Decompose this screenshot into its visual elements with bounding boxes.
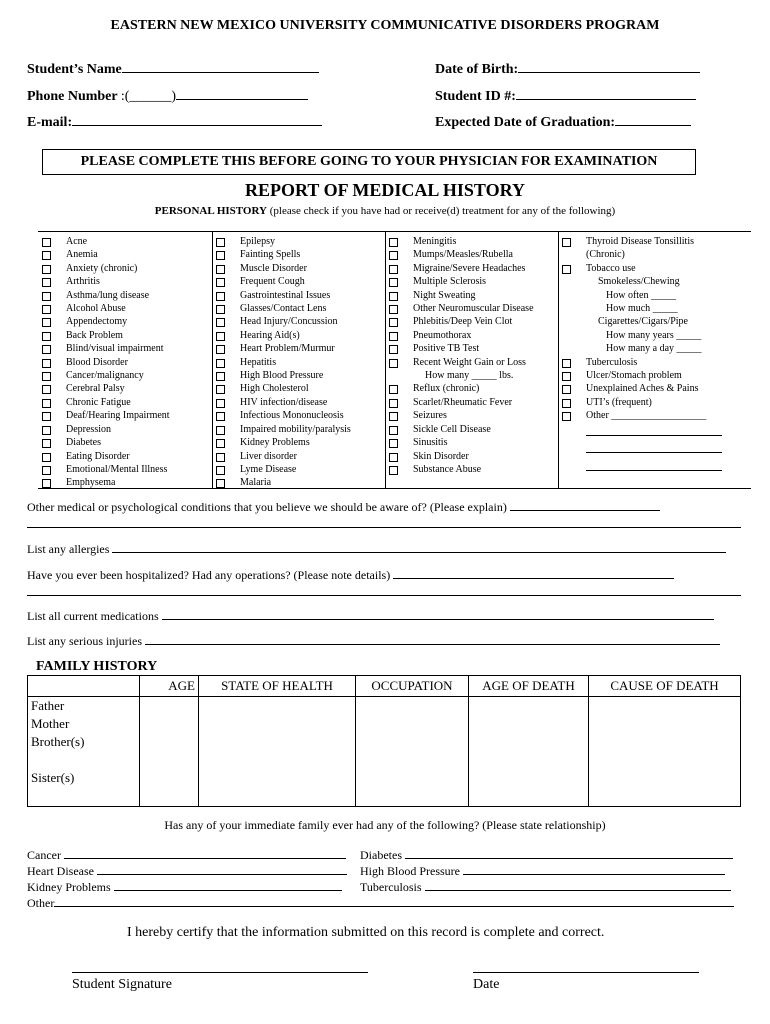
- condition-item[interactable]: [212, 369, 351, 382]
- checkbox[interactable]: [216, 305, 225, 314]
- condition-label: Positive TB Test: [413, 343, 480, 355]
- condition-item[interactable]: [385, 329, 534, 342]
- checkbox[interactable]: [42, 466, 51, 475]
- condition-label: Diabetes: [66, 437, 101, 449]
- condition-item[interactable]: [38, 275, 170, 288]
- checkbox[interactable]: [42, 345, 51, 354]
- condition-label: Anxiety (chronic): [66, 262, 138, 274]
- condition-label: High Blood Pressure: [240, 370, 324, 382]
- state-of-health-cell[interactable]: [199, 697, 356, 807]
- checkbox[interactable]: [216, 412, 225, 421]
- condition-label: High Cholesterol: [240, 383, 309, 395]
- condition-item[interactable]: [385, 409, 534, 422]
- condition-label: Substance Abuse: [413, 463, 482, 475]
- condition-label: Deaf/Hearing Impairment: [66, 410, 170, 422]
- condition-label: Lyme Disease: [240, 463, 297, 475]
- condition-item[interactable]: [38, 476, 170, 489]
- condition-label: Thyroid Disease Tonsillitis: [586, 236, 694, 247]
- checkbox[interactable]: [389, 278, 398, 287]
- checkbox[interactable]: [42, 238, 51, 247]
- condition-item[interactable]: [385, 248, 534, 261]
- checkbox[interactable]: [389, 332, 398, 341]
- condition-item[interactable]: [38, 396, 170, 409]
- hospitalized-label: Have you ever been hospitalized? Had any operations? (Please note details): [27, 568, 391, 582]
- condition-label: Sickle Cell Disease: [413, 423, 491, 435]
- condition-item[interactable]: [212, 463, 351, 476]
- condition-label: Tuberculosis: [586, 356, 638, 368]
- condition-item[interactable]: [212, 356, 351, 369]
- student-id-label: Student ID #:: [435, 89, 516, 104]
- condition-item[interactable]: [212, 289, 351, 302]
- dob-row: [435, 60, 700, 78]
- condition-item[interactable]: [38, 342, 170, 355]
- condition-item[interactable]: [385, 302, 534, 315]
- condition-label: Back Problem: [66, 329, 123, 341]
- other-conditions-field-2[interactable]: [27, 513, 741, 528]
- condition-label: Malaria: [240, 477, 272, 489]
- diabetes-label: Diabetes: [360, 848, 402, 862]
- checkbox[interactable]: [389, 399, 398, 408]
- student-id-field[interactable]: [516, 87, 696, 100]
- condition-item[interactable]: [558, 262, 722, 275]
- graduation-label: Expected Date of Graduation:: [435, 115, 616, 130]
- condition-label: Head Injury/Concussion: [240, 316, 338, 328]
- checkbox[interactable]: [216, 479, 225, 488]
- condition-label: Glasses/Contact Lens: [240, 303, 327, 315]
- column-header-state: STATE OF HEALTH: [199, 676, 356, 697]
- relation-mother: Mother: [31, 716, 70, 731]
- condition-item[interactable]: [38, 450, 170, 463]
- allergies-field[interactable]: [112, 540, 726, 553]
- other-conditions-label: Other medical or psychological conditions that you believe we should be aware of? (Please explain): [27, 500, 507, 514]
- condition-label: Arthritis: [66, 276, 100, 288]
- condition-item[interactable]: [212, 315, 351, 328]
- condition-label: Chronic Fatigue: [66, 396, 131, 408]
- family-cancer-row: [27, 846, 346, 863]
- date-line[interactable]: [473, 972, 699, 973]
- high-bp-field[interactable]: [463, 862, 725, 875]
- injuries-question: [27, 632, 720, 649]
- checkbox[interactable]: [216, 292, 225, 301]
- condition-item[interactable]: [385, 450, 534, 463]
- condition-label: Fainting Spells: [240, 249, 301, 261]
- condition-label: Depression: [66, 423, 111, 435]
- condition-label: Night Sweating: [413, 289, 476, 301]
- injuries-label: List any serious injuries: [27, 634, 142, 648]
- student-signature-label: Student Signature: [72, 977, 172, 992]
- condition-label: Multiple Sclerosis: [413, 276, 487, 288]
- family-heart-row: [27, 862, 347, 879]
- condition-item[interactable]: [38, 436, 170, 449]
- graduation-field[interactable]: [615, 113, 691, 126]
- condition-item[interactable]: [212, 409, 351, 422]
- checkbox[interactable]: [389, 412, 398, 421]
- condition-label: Emphysema: [66, 477, 116, 489]
- kidney-field[interactable]: [114, 878, 342, 891]
- family-kidney-row: [27, 878, 342, 895]
- other-label: Other: [27, 896, 55, 910]
- kidney-label: Kidney Problems: [27, 880, 111, 894]
- checkbox[interactable]: [389, 385, 398, 394]
- condition-item[interactable]: [558, 356, 722, 369]
- condition-label: Mumps/Measles/Rubella: [413, 249, 513, 261]
- condition-item[interactable]: [38, 315, 170, 328]
- condition-label: Hearing Aid(s): [240, 329, 300, 341]
- condition-item[interactable]: [385, 289, 534, 302]
- condition-item[interactable]: [558, 409, 722, 422]
- tobacco-how-much[interactable]: How much _____: [606, 303, 678, 315]
- condition-label: UTI’s (frequent): [586, 396, 652, 408]
- heart-disease-label: Heart Disease: [27, 864, 94, 878]
- condition-item[interactable]: [385, 382, 534, 395]
- injuries-field[interactable]: [145, 632, 720, 645]
- condition-label: Skin Disorder: [413, 450, 469, 462]
- checkbox[interactable]: [389, 238, 398, 247]
- condition-label: Phlebitis/Deep Vein Clot: [413, 316, 513, 328]
- checkbox[interactable]: [42, 278, 51, 287]
- condition-item[interactable]: [212, 382, 351, 395]
- high-bp-label: High Blood Pressure: [360, 864, 460, 878]
- checkbox[interactable]: [216, 372, 225, 381]
- dob-field[interactable]: [518, 60, 700, 73]
- tb-field[interactable]: [425, 878, 731, 891]
- condition-item[interactable]: [385, 275, 534, 288]
- tobacco-smokeless: Smokeless/Chewing: [598, 276, 680, 288]
- condition-subtext: (Chronic): [586, 249, 625, 261]
- condition-item[interactable]: [38, 302, 170, 315]
- condition-item[interactable]: [385, 396, 534, 409]
- conditions-column-3: [385, 235, 534, 476]
- student-name-row: [27, 60, 319, 78]
- checkbox[interactable]: [562, 385, 571, 394]
- checkbox[interactable]: [389, 251, 398, 260]
- email-row: [27, 113, 322, 131]
- checkbox[interactable]: [562, 359, 571, 368]
- condition-item[interactable]: [558, 396, 722, 409]
- condition-item[interactable]: [212, 396, 351, 409]
- condition-item[interactable]: [385, 463, 534, 476]
- allergies-question: [27, 540, 726, 557]
- medications-question: [27, 607, 714, 624]
- checkbox[interactable]: [389, 453, 398, 462]
- column-header-age: AGE: [140, 676, 199, 697]
- checkbox[interactable]: [389, 318, 398, 327]
- checkbox[interactable]: [562, 412, 571, 421]
- checkbox[interactable]: [42, 479, 51, 488]
- condition-label: Reflux (chronic): [413, 383, 480, 395]
- page-title: EASTERN NEW MEXICO UNIVERSITY COMMUNICATIVE DISORDERS PROGRAM: [110, 18, 660, 33]
- checkbox[interactable]: [389, 265, 398, 274]
- condition-label: Recent Weight Gain or Loss: [413, 356, 526, 368]
- family-bp-row: [360, 862, 725, 879]
- condition-label: Muscle Disorder: [240, 262, 307, 274]
- condition-label: Acne: [66, 236, 88, 247]
- weight-detail[interactable]: How many _____ lbs.: [425, 370, 514, 382]
- report-title: REPORT OF MEDICAL HISTORY: [245, 180, 525, 200]
- cancer-label: Cancer: [27, 848, 61, 862]
- checkbox[interactable]: [42, 292, 51, 301]
- checkbox[interactable]: [389, 305, 398, 314]
- phone-label: Phone Number: [27, 89, 118, 104]
- checkbox[interactable]: [42, 412, 51, 421]
- condition-item[interactable]: [385, 262, 534, 275]
- condition-item[interactable]: [212, 302, 351, 315]
- checkbox[interactable]: [42, 399, 51, 408]
- family-diabetes-row: [360, 846, 733, 863]
- condition-item[interactable]: [38, 463, 170, 476]
- condition-label: Hepatitis: [240, 356, 277, 368]
- checkbox[interactable]: [42, 332, 51, 341]
- checkbox[interactable]: [42, 265, 51, 274]
- tobacco-how-many-day[interactable]: How many a day _____: [606, 343, 702, 355]
- checkbox[interactable]: [216, 278, 225, 287]
- condition-label: Seizures: [413, 410, 447, 422]
- checkbox[interactable]: [562, 399, 571, 408]
- hospitalized-field-2[interactable]: [27, 581, 741, 596]
- condition-item[interactable]: [385, 423, 534, 436]
- condition-label: Cancer/malignancy: [66, 370, 144, 382]
- family-history-heading: FAMILY HISTORY: [36, 659, 158, 674]
- condition-item[interactable]: [385, 436, 534, 449]
- condition-label: Eating Disorder: [66, 450, 130, 462]
- checkbox[interactable]: [42, 439, 51, 448]
- email-label: E-mail:: [27, 115, 73, 130]
- checkbox[interactable]: [42, 426, 51, 435]
- condition-label: Frequent Cough: [240, 276, 305, 288]
- heart-disease-field[interactable]: [97, 862, 347, 875]
- other-conditions-field[interactable]: [510, 498, 660, 511]
- condition-item[interactable]: [38, 409, 170, 422]
- condition-label: Unexplained Aches & Pains: [586, 383, 699, 395]
- condition-item[interactable]: [212, 342, 351, 355]
- checkbox[interactable]: [216, 251, 225, 260]
- checkbox[interactable]: [562, 265, 571, 274]
- checkbox[interactable]: [42, 372, 51, 381]
- condition-label: Gastrointestinal Issues: [240, 289, 331, 301]
- checkbox[interactable]: [389, 292, 398, 301]
- age-cell[interactable]: [140, 697, 199, 807]
- conditions-column-2: [212, 235, 351, 490]
- condition-item[interactable]: [212, 436, 351, 449]
- conditions-column-1: [38, 235, 170, 490]
- condition-item[interactable]: [385, 235, 534, 248]
- column-header-age-death: AGE OF DEATH: [469, 676, 589, 697]
- condition-item[interactable]: [38, 382, 170, 395]
- condition-label: Sinusitis: [413, 437, 448, 449]
- checkbox[interactable]: [216, 332, 225, 341]
- condition-label: Pneumothorax: [413, 329, 472, 341]
- personal-history-label: PERSONAL HISTORY: [154, 205, 267, 217]
- relation-sisters: Sister(s): [31, 770, 75, 785]
- checkbox[interactable]: [389, 426, 398, 435]
- condition-item[interactable]: [212, 235, 351, 248]
- tobacco-how-often[interactable]: How often _____: [606, 289, 676, 301]
- condition-item[interactable]: [558, 235, 722, 248]
- condition-label: Epilepsy: [240, 236, 275, 247]
- conditions-checklist: [38, 231, 751, 489]
- condition-item[interactable]: [38, 235, 170, 248]
- condition-item[interactable]: [212, 275, 351, 288]
- cause-of-death-cell[interactable]: [589, 697, 741, 807]
- condition-label: Infectious Mononucleosis: [240, 410, 344, 422]
- condition-item[interactable]: [558, 369, 722, 382]
- condition-label: Emotional/Mental Illness: [66, 463, 168, 475]
- condition-label: Blood Disorder: [66, 356, 128, 368]
- condition-item[interactable]: [385, 315, 534, 328]
- condition-label: Asthma/lung disease: [66, 289, 150, 301]
- checkbox[interactable]: [216, 345, 225, 354]
- condition-item[interactable]: [38, 329, 170, 342]
- checkbox[interactable]: [216, 453, 225, 462]
- phone-area[interactable]: :(______): [120, 89, 177, 104]
- other-blank-line[interactable]: [558, 440, 722, 457]
- condition-item[interactable]: [558, 382, 722, 395]
- dob-label: Date of Birth:: [435, 62, 519, 77]
- condition-label: Kidney Problems: [240, 437, 310, 449]
- condition-label: Alcohol Abuse: [66, 303, 126, 315]
- checkbox[interactable]: [42, 318, 51, 327]
- relation-father: Father: [31, 698, 65, 713]
- student-name-field[interactable]: [122, 60, 319, 73]
- condition-label: Ulcer/Stomach problem: [586, 370, 682, 382]
- checkbox[interactable]: [216, 385, 225, 394]
- medications-field[interactable]: [162, 607, 714, 620]
- condition-label: Other Neuromuscular Disease: [413, 303, 534, 315]
- condition-label: Meningitis: [413, 236, 457, 247]
- condition-label: Cerebral Palsy: [66, 383, 125, 395]
- family-tb-row: [360, 878, 731, 895]
- occupation-cell[interactable]: [356, 697, 469, 807]
- condition-item[interactable]: [38, 248, 170, 261]
- condition-item[interactable]: [38, 289, 170, 302]
- tb-label: Tuberculosis: [360, 880, 422, 894]
- condition-label: Other ___________________: [586, 410, 707, 422]
- medications-label: List all current medications: [27, 609, 159, 623]
- diabetes-field[interactable]: [405, 846, 733, 859]
- checkbox[interactable]: [562, 238, 571, 247]
- checkbox[interactable]: [389, 439, 398, 448]
- family-history-table: [27, 675, 741, 807]
- condition-label: Appendectomy: [66, 316, 128, 328]
- checkbox[interactable]: [216, 439, 225, 448]
- column-header-occupation: OCCUPATION: [356, 676, 469, 697]
- graduation-row: [435, 113, 691, 131]
- certification-statement: I hereby certify that the information submitted on this record is complete and correct.: [127, 925, 605, 940]
- other-field[interactable]: [54, 894, 734, 907]
- checkbox[interactable]: [389, 466, 398, 475]
- condition-item[interactable]: [212, 423, 351, 436]
- tobacco-cigarettes: Cigarettes/Cigars/Pipe: [598, 316, 688, 328]
- checkbox[interactable]: [216, 359, 225, 368]
- notice-box: PLEASE COMPLETE THIS BEFORE GOING TO YOUR PHYSICIAN FOR EXAMINATION: [42, 149, 696, 175]
- checkbox[interactable]: [42, 359, 51, 368]
- checkbox[interactable]: [216, 238, 225, 247]
- condition-item[interactable]: [212, 329, 351, 342]
- condition-item[interactable]: [38, 262, 170, 275]
- condition-label: Liver disorder: [240, 450, 297, 462]
- checkbox[interactable]: [42, 305, 51, 314]
- student-name-label: Student’s Name: [27, 62, 122, 77]
- condition-item[interactable]: [38, 369, 170, 382]
- hospitalized-field[interactable]: [393, 566, 674, 579]
- family-other-row: [27, 894, 734, 911]
- allergies-label: List any allergies: [27, 542, 110, 556]
- date-label: Date: [473, 977, 500, 992]
- table-header-row: [28, 676, 741, 697]
- condition-item[interactable]: [212, 476, 351, 489]
- personal-history-instruction: (please check if you have had or receive(d) treatment for any of the following): [269, 205, 616, 217]
- other-blank-line[interactable]: [558, 458, 722, 475]
- column-header-cause-death: CAUSE OF DEATH: [589, 676, 741, 697]
- age-of-death-cell[interactable]: [469, 697, 589, 807]
- conditions-column-4: [558, 235, 722, 475]
- checkbox[interactable]: [42, 453, 51, 462]
- relation-cell: [28, 697, 140, 807]
- condition-label: Migraine/Severe Headaches: [413, 262, 526, 274]
- checkbox[interactable]: [216, 399, 225, 408]
- condition-label: Tobacco use: [586, 262, 636, 274]
- condition-item[interactable]: [212, 262, 351, 275]
- checkbox[interactable]: [216, 265, 225, 274]
- condition-item[interactable]: [212, 248, 351, 261]
- condition-label: Scarlet/Rheumatic Fever: [413, 396, 513, 408]
- tobacco-how-many-years[interactable]: How many years _____: [606, 329, 702, 341]
- relation-brothers: Brother(s): [31, 734, 85, 749]
- condition-item[interactable]: [38, 356, 170, 369]
- checkbox[interactable]: [216, 466, 225, 475]
- condition-label: Blind/visual impairment: [66, 343, 164, 355]
- condition-label: Heart Problem/Murmur: [240, 343, 335, 355]
- condition-item[interactable]: [212, 450, 351, 463]
- personal-history-heading: [0, 205, 770, 217]
- checkbox[interactable]: [389, 345, 398, 354]
- phone-field[interactable]: [176, 87, 308, 100]
- relation-header: [28, 676, 140, 697]
- condition-item[interactable]: [385, 356, 534, 369]
- cancer-field[interactable]: [64, 846, 346, 859]
- checkbox[interactable]: [42, 385, 51, 394]
- student-signature-line[interactable]: [72, 972, 368, 973]
- condition-label: Impaired mobility/paralysis: [240, 423, 351, 435]
- condition-item[interactable]: [38, 423, 170, 436]
- family-question: Has any of your immediate family ever had any of the following? (Please state relationship): [164, 818, 606, 832]
- condition-label: HIV infection/disease: [240, 396, 328, 408]
- checkbox[interactable]: [216, 426, 225, 435]
- checkbox[interactable]: [216, 318, 225, 327]
- phone-row: [27, 87, 308, 105]
- student-id-row: [435, 87, 696, 105]
- checkbox[interactable]: [42, 251, 51, 260]
- other-blank-line[interactable]: [558, 423, 722, 440]
- condition-item[interactable]: [385, 342, 534, 355]
- condition-label: Anemia: [66, 249, 98, 261]
- checkbox[interactable]: [562, 372, 571, 381]
- email-field[interactable]: [72, 113, 322, 126]
- table-row: [28, 697, 741, 807]
- checkbox[interactable]: [389, 359, 398, 368]
